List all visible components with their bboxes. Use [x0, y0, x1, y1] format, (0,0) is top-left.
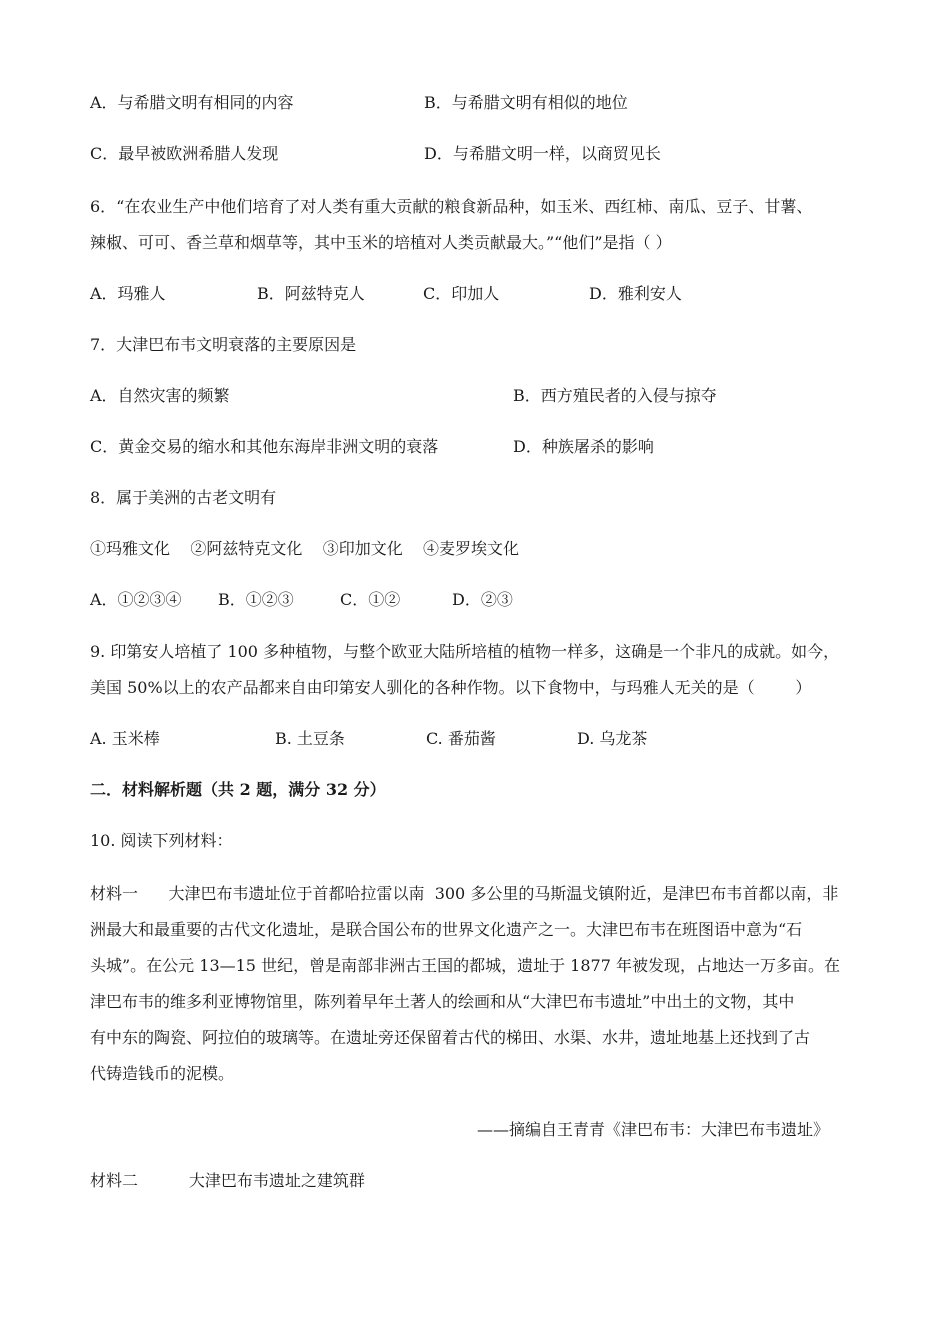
- q5-option-a: A．与希腊文明有相同的内容: [90, 93, 294, 112]
- q6-stem-line1: 6．“在农业生产中他们培育了对人类有重大贡献的粮食新品种，如玉米、西红柿、南瓜、豆子、甘薯、: [90, 197, 813, 216]
- q9-option-d: D. 乌龙茶: [577, 729, 648, 748]
- section2-heading: 二．材料解析题（共 2 题，满分 32 分）: [90, 780, 386, 799]
- q9-option-a: A. 玉米棒: [90, 729, 160, 748]
- q6-option-b: B．阿兹特克人: [257, 284, 365, 303]
- q9-stem-line2: 美国 50%以上的农产品都来自由印第安人驯化的各种作物。以下食物中，与玛雅人无关的是（ ）: [90, 678, 812, 697]
- q6-option-a: A．玛雅人: [90, 284, 166, 303]
- q6-stem-line2: 辣椒、可可、香兰草和烟草等，其中玉米的培植对人类贡献最大。”“他们”是指（ ）: [90, 233, 672, 252]
- q8-items: ①玛雅文化 ②阿兹特克文化 ③印加文化 ④麦罗埃文化: [90, 539, 520, 558]
- material2-title: 材料二 大津巴布韦遗址之建筑群: [90, 1171, 365, 1190]
- q5-option-d: D．与希腊文明一样，以商贸见长: [424, 144, 661, 163]
- q7-option-b: B．西方殖民者的入侵与掠夺: [513, 386, 717, 405]
- q5-option-c: C．最早被欧洲希腊人发现: [90, 144, 279, 163]
- q7-stem: 7．大津巴布韦文明衰落的主要原因是: [90, 335, 357, 354]
- q8-option-b: B．①②③: [218, 590, 294, 609]
- material1-line: 头城”。在公元 13—15 世纪，曾是南部非洲古王国的都城，遗址于 1877 年被发现，占地达一万多亩。在: [90, 956, 840, 975]
- q10-stem: 10. 阅读下列材料：: [90, 831, 233, 850]
- material1-line: 有中东的陶瓷、阿拉伯的玻璃等。在遗址旁还保留着古代的梯田、水渠、水井，遗址地基上还找到了古: [90, 1028, 811, 1047]
- q6-option-c: C．印加人: [423, 284, 500, 303]
- material1-source: ——摘编自王青青《津巴布韦：大津巴布韦遗址》: [477, 1120, 830, 1139]
- material1-line: 洲最大和最重要的古代文化遗址，是联合国公布的世界文化遗产之一。大津巴布韦在班图语中意为“石: [90, 920, 803, 939]
- q9-option-c: C. 番茄酱: [426, 729, 496, 748]
- q8-option-d: D．②③: [452, 590, 513, 609]
- q7-option-a: A．自然灾害的频繁: [90, 386, 230, 405]
- q7-option-c: C．黄金交易的缩水和其他东海岸非洲文明的衰落: [90, 437, 439, 456]
- q8-stem: 8．属于美洲的古老文明有: [90, 488, 277, 507]
- q9-option-b: B. 土豆条: [275, 729, 345, 748]
- q9-stem-line1: 9. 印第安人培植了 100 多种植物，与整个欧亚大陆所培植的植物一样多，这确是一个非凡的成就。如今，: [90, 642, 840, 661]
- material1-line: 材料一 大津巴布韦遗址位于首都哈拉雷以南 300 多公里的马斯温戈镇附近，是津巴布韦首都以南，非: [90, 884, 839, 903]
- q8-option-a: A．①②③④: [90, 590, 182, 609]
- q6-option-d: D．雅利安人: [589, 284, 682, 303]
- q8-option-c: C．①②: [340, 590, 401, 609]
- q7-option-d: D．种族屠杀的影响: [513, 437, 654, 456]
- material1-line: 津巴布韦的维多利亚博物馆里，陈列着早年土著人的绘画和从“大津巴布韦遗址”中出土的文物，其中: [90, 992, 795, 1011]
- q5-option-b: B．与希腊文明有相似的地位: [424, 93, 628, 112]
- material1-line: 代铸造钱币的泥模。: [90, 1064, 235, 1083]
